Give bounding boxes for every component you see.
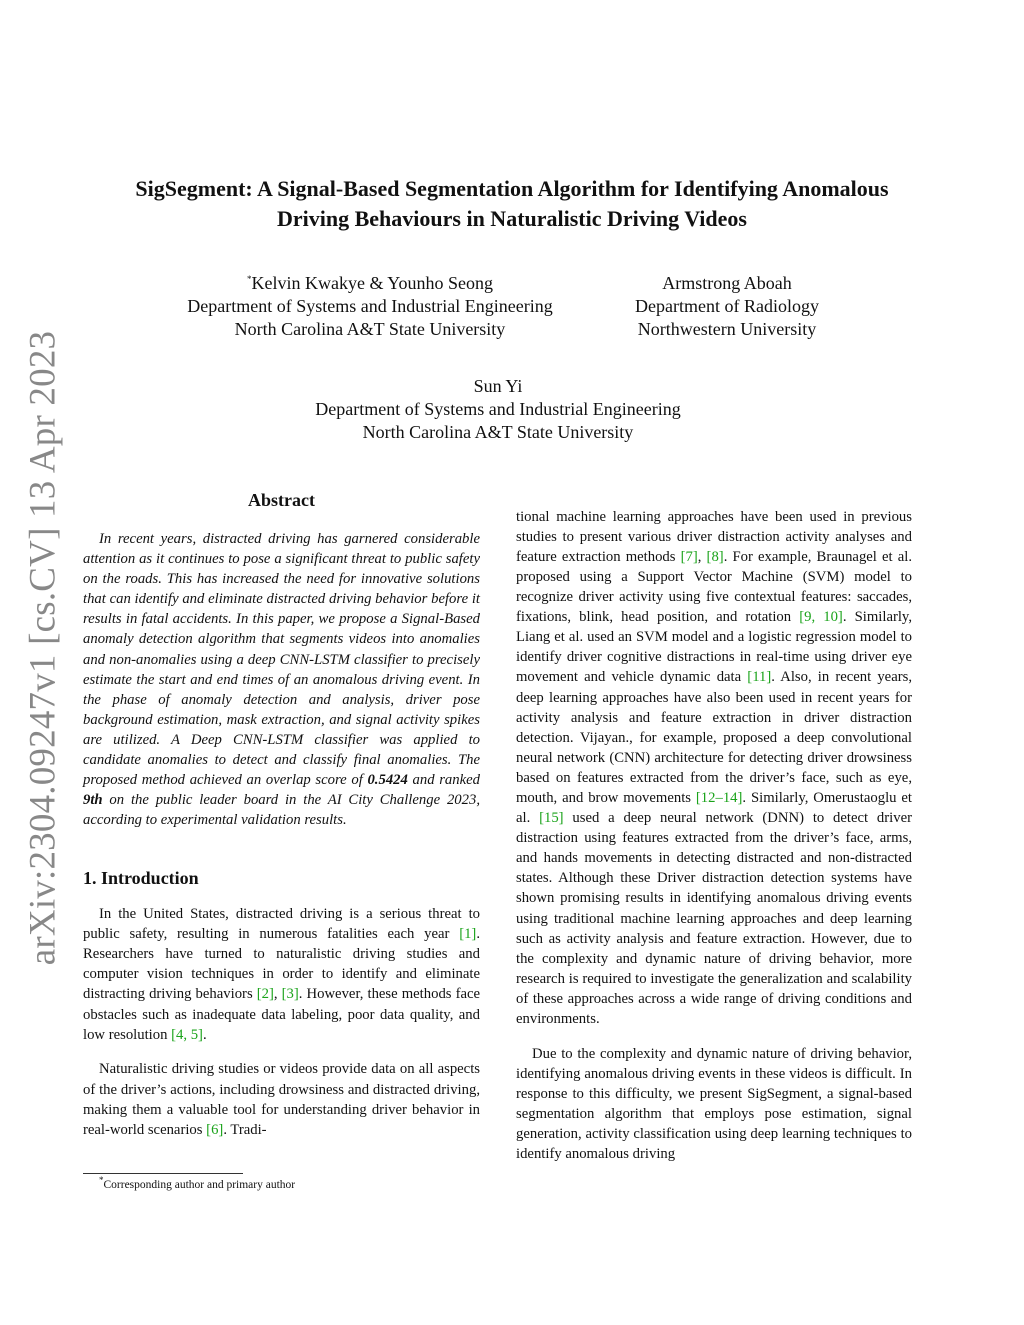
arxiv-identifier: arXiv:2304.09247v1 [cs.CV] 13 Apr 2023 [22, 330, 64, 966]
footnote-text: Corresponding author and primary author [103, 1179, 296, 1191]
citation[interactable]: [8] [706, 548, 724, 565]
left-column [83, 490, 480, 1155]
intro-paragraph-2: Naturalistic driving studies or videos provide data on all aspects of the driver’s actions, including drowsiness and distracted driving, making them a valuable tool for understanding driver behavior in real-world scenarios [6]. Tradi- [83, 1061, 480, 1138]
author-block-2 [612, 272, 842, 341]
abstract-body: In recent years, distracted driving has garnered considerable attention as it continues to pose a significant threat to public safety on the roads. This has increased the need for innovative solutions that can identify and eliminate distracted driving behavior before it results in fatal accidents. In this paper, we propose a Signal-Based anomaly detection algorithm that segments videos into anomalies and non-anomalies using a deep CNN-LSTM classifier to precisely estimate the start and end times of an anomalous driving event. In the phase of anomaly detection and analysis, driver pose background estimation, mask extraction, and signal activity spikes are utilized. A Deep CNN-LSTM classifier was applied to candidate anomalies to detect and classify final anomalies. The proposed method achieved an overlap score of 0.5424 and ranked 9th on the public leader board in the AI City Challenge 2023, according to experimental validation results. [83, 531, 480, 829]
citation[interactable]: [12–14] [695, 790, 743, 806]
citation[interactable]: [3] [281, 986, 299, 1003]
author-names: Sun Yi [473, 376, 523, 396]
paper-title [60, 174, 964, 234]
author-institution: Northwestern University [637, 319, 817, 339]
author-department: Department of Systems and Industrial Engineering [315, 399, 681, 419]
rank: 9th [83, 792, 103, 809]
citation[interactable]: [2] [256, 986, 274, 1003]
citation[interactable]: [11] [747, 669, 772, 686]
arxiv-sidebar [12, 330, 74, 966]
citation[interactable]: [4, 5] [171, 1026, 203, 1043]
footnote-divider [83, 1173, 243, 1174]
citation[interactable]: [15] [539, 810, 564, 827]
author-block-3 [248, 375, 748, 444]
introduction-heading: 1. Introduction [83, 868, 199, 889]
author-marker: * [247, 274, 252, 284]
author-institution: North Carolina A&T State University [362, 422, 634, 442]
citation[interactable]: [9, 10] [799, 609, 843, 626]
author-names: Armstrong Aboah [662, 273, 792, 293]
overlap-score: 0.5424 [367, 772, 408, 789]
footnote-marker: * [99, 1175, 104, 1186]
author-names: Kelvin Kwakye & Younho Seong [251, 273, 493, 293]
citation[interactable]: [6] [206, 1121, 224, 1138]
body-paragraph-2: Due to the complexity and dynamic nature of driving behavior, identifying anomalous driving events in these videos is difficult. In response to this difficulty, we present SigSegment, a signal-based segmentation algorithm that employs pose estimation, signal generation, activity classification using deep learning techniques to identify anomalous driving [516, 1045, 912, 1163]
abstract-heading: Abstract [248, 490, 315, 510]
author-department: Department of Radiology [635, 296, 819, 316]
body-paragraph-1: tional machine learning approaches have been used in previous studies to present various driver distraction activity analyses and feature extraction methods [7], [8]. For example, Braunagel et al. proposed using a Support Vector Machine (SVM) model to recognize driver activity using five contextual features: saccades, fixations, blink, head position, and rotation [9, 10]. Similarly, Liang et al. used an SVM model and a logistic regression model to identify driver cognitive distractions in real-time using driver eye movement and vehicle dynamic data [11]. Also, in recent years, deep learning approaches have also been used in recent years for activity analysis and feature extraction in driver distraction detection. Vijayan., for example, proposed a deep convolutional neural network (CNN) architecture for detecting driver drowsiness based on features extracted from the driver’s face, such as eye, mouth, and brow movements [12–14]. Similarly, Omerustaoglu et al. [15] used a deep neural network (DNN) to detect driver distraction using features extracted from the driver’s face, arms, and hands movements in detecting distracted and non-distracted states. Although these Driver distraction detection systems have shown promising results in identifying anomalous driving events using traditional machine learning approaches and deep learning such as activity analysis and feature extraction. However, due to the complexity and dynamic nature of driving behavior, more research is required to investigate the generalization and scalability of these approaches across a wide range of driving conditions and environments. [516, 508, 912, 1028]
right-column [516, 492, 912, 1179]
citation[interactable]: [1] [459, 926, 477, 943]
title-line-1: SigSegment: A Signal-Based Segmentation Algorithm for Identifying Anomalous [135, 176, 889, 201]
citation[interactable]: [7] [680, 548, 698, 565]
intro-paragraph-1: In the United States, distracted driving is a serious threat to public safety, resulting in numerous fatalities each year [1]. Researchers have turned to naturalistic driving studies and computer vision techniques in order to identify and eliminate distracting driving behaviors [2], [3]. However, these methods face obstacles such as inadequate data labeling, poor data quality, and low resolution [4, 5]. [83, 906, 481, 1043]
author-department: Department of Systems and Industrial Engineering [187, 296, 553, 316]
title-line-2: Driving Behaviours in Naturalistic Driving Videos [277, 206, 747, 231]
author-block-1 [140, 272, 600, 341]
author-institution: North Carolina A&T State University [234, 319, 506, 339]
footnote [99, 1175, 296, 1192]
